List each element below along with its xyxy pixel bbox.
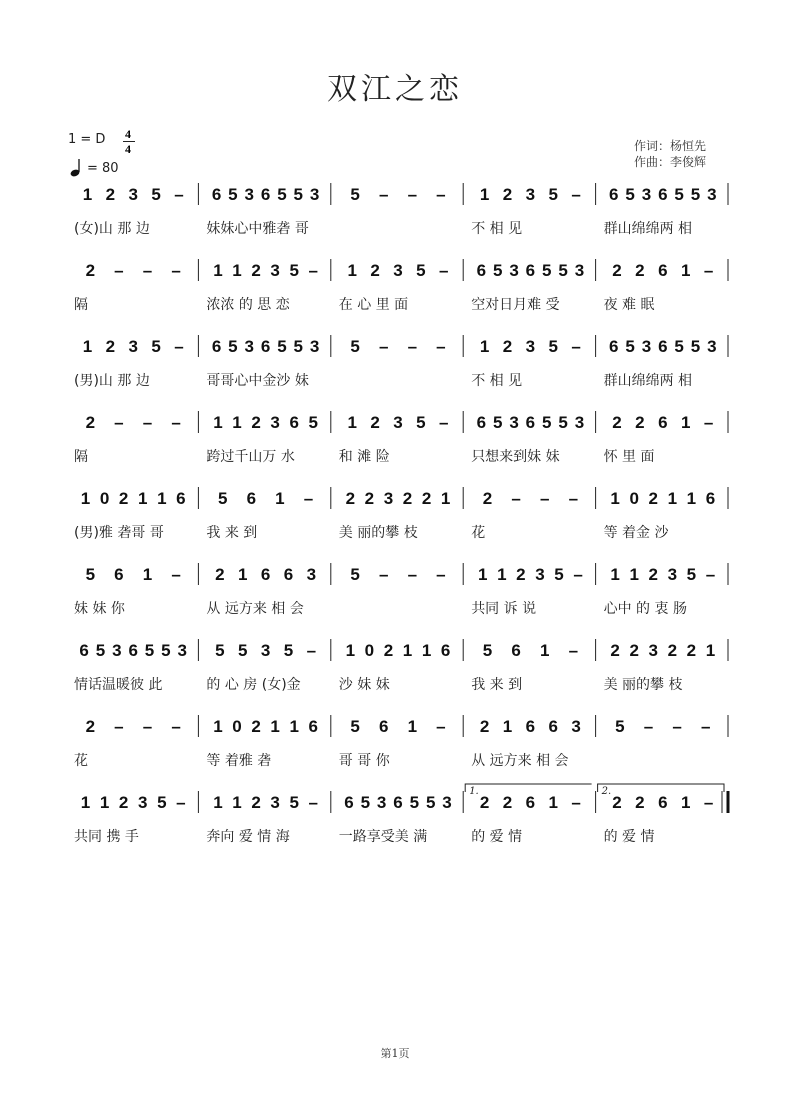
note: 3 [525,337,536,356]
note: 5 [674,185,684,204]
lyric-line: 只想来到妹 妹 [471,449,560,465]
note: 3 [707,337,717,356]
lyric-line: 一路享受美 满 [338,829,428,845]
note: 2 [345,489,356,508]
dash-symbol: – [705,565,716,584]
note: 3 [574,413,585,432]
note: 6 [609,337,619,356]
dash-symbol: – [571,337,581,356]
time-signature-top: 4 [125,127,131,141]
note: 3 [128,185,138,204]
note: 5 [690,185,701,204]
note: 3 [260,641,271,660]
lyricist-credit: 作词：杨恒先 [634,139,707,153]
note: 2 [612,793,622,812]
note: 5 [289,793,299,812]
lyric-line: (女)山 那 边 [74,221,150,237]
note: 1 [237,565,248,584]
note: 5 [217,489,228,508]
note: 5 [215,641,225,660]
note: 2 [612,261,622,280]
note: 5 [558,413,568,432]
note: 1 [686,489,697,508]
note: 1 [137,489,148,508]
lyric-line: 夜 难 眠 [603,297,655,313]
note: 6 [283,565,294,584]
note: 5 [228,185,238,204]
note: 6 [525,413,536,432]
note: 1 [610,489,620,508]
note: 1 [232,793,242,812]
note: 6 [476,261,487,280]
note: 3 [667,565,678,584]
note: 1 [142,565,153,584]
dash-symbol: – [439,413,449,432]
note: 1 [680,413,691,432]
note: 3 [376,793,387,812]
note: 6 [658,261,668,280]
note: 6 [440,641,451,660]
dash-symbol: – [308,261,319,280]
note: 5 [277,185,287,204]
note: 2 [105,337,116,356]
note: 3 [244,185,254,204]
note: 5 [425,793,436,812]
note: 2 [648,565,659,584]
dash-symbol: – [306,641,317,660]
dash-symbol: – [174,185,184,204]
lyric-line: 奔向 爱 情 海 [206,829,290,845]
note: 5 [289,261,299,280]
key-signature: 1 = D [68,132,106,147]
composer-credit: 作曲：李俊辉 [634,155,707,169]
dash-symbol: – [436,185,446,204]
lyric-line: 共同 诉 说 [471,601,537,617]
note: 5 [293,185,304,204]
note: 6 [705,489,716,508]
note: 2 [370,261,380,280]
note: 6 [211,185,222,204]
note: 2 [667,641,678,660]
note: 3 [112,641,122,660]
note: 0 [232,717,242,736]
note: 5 [95,641,106,660]
lyric-line: 哥 哥 你 [338,753,390,769]
note: 5 [416,261,426,280]
lyric-line: 哥哥心中金沙 妹 [206,373,309,389]
dash-symbol: – [142,413,153,432]
note: 1 [629,565,639,584]
dash-symbol: – [436,337,446,356]
note: 5 [690,337,701,356]
note: 1 [275,489,285,508]
lyric-line: 等 着金 沙 [603,525,669,541]
note: 1 [347,413,357,432]
note: 2 [482,489,493,508]
note: 1 [705,641,716,660]
note: 6 [260,337,271,356]
note: 6 [246,489,257,508]
note: 6 [260,565,271,584]
lyric-line: 的 爱 情 [603,829,655,845]
lyric-line: 等 着雅 砻 [206,753,272,769]
note: 2 [118,489,129,508]
note: 6 [79,641,89,660]
dash-symbol: – [571,793,581,812]
dash-symbol: – [171,565,181,584]
lyric-line: 跨过千山万 水 [206,449,295,465]
note: 2 [686,641,697,660]
dash-symbol: – [174,337,184,356]
note: 5 [151,337,161,356]
dash-symbol: – [407,337,418,356]
dash-symbol: – [308,793,319,812]
note: 3 [383,489,394,508]
note: 1 [497,565,507,584]
dash-symbol: – [568,489,579,508]
note: 2 [85,413,96,432]
note: 1 [289,717,299,736]
dash-symbol: – [436,565,446,584]
note: 5 [542,413,552,432]
lyric-line: 从 远方来 相 会 [206,601,304,617]
note: 6 [658,337,668,356]
lyric-line: 沙 妹 妹 [338,677,390,693]
note: 5 [615,717,625,736]
note: 2 [635,793,645,812]
lyric-line: 美 丽的攀 枝 [338,525,418,541]
note: 5 [85,565,96,584]
dash-symbol: – [378,565,389,584]
note: 5 [144,641,155,660]
note: 2 [251,261,261,280]
note: 2 [370,413,380,432]
note: 2 [635,261,645,280]
note: 6 [176,489,186,508]
lyric-line: 隔 [74,449,88,465]
note: 6 [525,793,536,812]
note: 6 [525,261,536,280]
note: 5 [416,413,426,432]
lyric-line: 我 来 到 [471,677,523,693]
note: 2 [105,185,116,204]
note: 3 [641,337,652,356]
lyric-line: 我 来 到 [206,525,258,541]
note: 3 [442,793,452,812]
time-signature-bottom: 4 [125,142,131,156]
note: 1 [402,641,413,660]
note: 1 [82,185,93,204]
note: 5 [157,793,167,812]
note: 5 [686,565,697,584]
dash-symbol: – [171,261,181,280]
note: 5 [350,185,360,204]
note: 3 [137,793,148,812]
note: 0 [364,641,375,660]
note: 5 [228,337,238,356]
dash-symbol: – [114,413,124,432]
note: 5 [350,717,360,736]
note: 2 [479,717,490,736]
note: 6 [114,565,124,584]
dash-symbol: – [303,489,314,508]
lyric-line: 群山绵绵两 相 [603,221,693,237]
note: 2 [610,641,620,660]
note: 5 [350,337,360,356]
dash-symbol: – [407,185,418,204]
dash-symbol: – [378,185,389,204]
note: 0 [629,489,639,508]
note: 6 [308,717,319,736]
note: 1 [421,641,432,660]
note: 1 [80,793,91,812]
dash-symbol: – [703,413,714,432]
note: 6 [378,717,389,736]
note: 2 [118,793,129,812]
note: 1 [502,717,513,736]
dash-symbol: – [672,717,682,736]
dash-symbol: – [114,717,124,736]
lyric-line: 妹 妹 你 [74,601,125,617]
note: 5 [151,185,161,204]
lyric-line: 的 心 房 (女)金 [206,677,301,693]
note: 6 [658,413,668,432]
note: 5 [492,413,503,432]
lyric-line: 隔 [74,297,88,313]
dash-symbol: – [703,261,714,280]
dash-symbol: – [142,717,153,736]
lyric-line: 花 [471,525,486,541]
note: 5 [308,413,319,432]
note: 0 [99,489,110,508]
note: 5 [625,337,635,356]
lyric-line: 不 相 见 [471,221,523,237]
note: 3 [270,413,280,432]
note: 1 [80,489,91,508]
note: 3 [641,185,652,204]
note: 6 [511,641,521,660]
note: 3 [128,337,138,356]
dash-symbol: – [114,261,124,280]
note: 1 [213,413,223,432]
note: 3 [393,261,403,280]
note: 2 [648,489,659,508]
lyric-line: 情话温暖彼 此 [74,677,163,693]
note: 3 [707,185,717,204]
note: 2 [635,413,645,432]
note: 2 [215,565,225,584]
note: 3 [393,413,403,432]
note: 5 [482,641,493,660]
note: 5 [558,261,568,280]
lyric-line: 浓浓 的 思 恋 [206,297,290,313]
note: 2 [479,793,490,812]
lyric-line: 怀 里 面 [603,449,655,465]
note: 1 [548,793,559,812]
note: 1 [232,413,242,432]
note: 5 [542,261,552,280]
lyric-line: 共同 携 手 [74,829,139,845]
dash-symbol: – [703,793,714,812]
lyric-line: 的 爱 情 [471,829,523,845]
note: 1 [667,489,678,508]
note: 5 [548,185,559,204]
note: 2 [251,717,261,736]
note: 3 [306,565,317,584]
song-title: 双江之恋 [327,72,463,107]
note: 2 [251,413,261,432]
note: 3 [270,793,280,812]
dash-symbol: – [407,565,418,584]
note: 3 [177,641,187,660]
note: 1 [680,261,691,280]
note: 2 [502,337,513,356]
dash-symbol: – [643,717,654,736]
lyric-line: 从 远方来 相 会 [471,753,569,769]
note: 5 [492,261,503,280]
dash-symbol: – [171,717,181,736]
note: 1 [407,717,418,736]
note: 6 [476,413,487,432]
note: 2 [251,793,261,812]
note: 3 [574,261,585,280]
note: 6 [658,793,668,812]
note: 6 [260,185,271,204]
lyric-line: 美 丽的攀 枝 [603,677,683,693]
note: 2 [383,641,394,660]
note: 5 [277,337,287,356]
lyric-line: 花 [74,753,88,769]
note: 6 [344,793,354,812]
dash-symbol: – [573,565,583,584]
tempo-marking: = 80 [87,161,119,176]
lyric-line: 妹妹心中雅砻 哥 [206,221,309,237]
note: 1 [345,641,356,660]
lyric-line: 空对日月难 受 [471,297,560,313]
note: 6 [211,337,222,356]
note: 3 [309,337,320,356]
note: 2 [629,641,639,660]
lyric-line: 在 心 里 面 [338,297,409,313]
note: 5 [548,337,559,356]
dash-symbol: – [571,185,581,204]
dash-symbol: – [176,793,186,812]
note: 1 [477,565,488,584]
dash-symbol: – [439,261,449,280]
dash-symbol: – [378,337,389,356]
note: 3 [509,261,519,280]
note: 5 [161,641,171,660]
dash-symbol: – [142,261,153,280]
note: 1 [99,793,110,812]
lyric-line: 群山绵绵两 相 [603,373,693,389]
note: 1 [680,793,691,812]
note: 3 [309,185,320,204]
lyric-line: (男)山 那 边 [74,373,150,389]
note: 5 [554,565,564,584]
note: 1 [213,261,223,280]
note: 1 [479,337,490,356]
note: 3 [244,337,254,356]
dash-symbol: – [171,413,181,432]
note: 3 [535,565,545,584]
note: 5 [293,337,304,356]
volta-bracket-2 [598,784,724,792]
note: 6 [548,717,559,736]
note: 1 [157,489,167,508]
note: 1 [270,717,280,736]
note: 3 [525,185,536,204]
note: 1 [440,489,451,508]
note: 2 [85,261,96,280]
note: 1 [213,717,223,736]
note: 5 [283,641,294,660]
note: 6 [525,717,536,736]
note: 3 [509,413,519,432]
dash-symbol: – [436,717,446,736]
lyric-line: 不 相 见 [471,373,523,389]
note: 2 [502,185,513,204]
volta-label-2: 2. [601,786,612,797]
note: 2 [516,565,526,584]
note: 6 [609,185,619,204]
note: 5 [350,565,360,584]
note: 1 [539,641,550,660]
note: 2 [364,489,375,508]
note: 2 [85,717,96,736]
note: 6 [658,185,668,204]
page-number: 第1页 [380,1047,410,1060]
lyric-line: (男)雅 砻哥 哥 [74,525,164,541]
note: 6 [289,413,299,432]
note: 2 [612,413,622,432]
lyric-line: 和 滩 险 [338,449,390,465]
dash-symbol: – [539,489,550,508]
lyric-line: 心中 的 衷 肠 [603,601,687,617]
note: 1 [610,565,620,584]
note: 2 [402,489,413,508]
volta-bracket-1 [465,784,591,792]
dash-symbol: – [511,489,521,508]
dash-symbol: – [700,717,711,736]
note: 3 [571,717,581,736]
note: 1 [232,261,242,280]
note: 6 [393,793,403,812]
note: 5 [409,793,420,812]
note: 1 [213,793,223,812]
note: 3 [648,641,659,660]
note: 5 [237,641,248,660]
note: 5 [625,185,635,204]
note: 1 [479,185,490,204]
note: 1 [347,261,357,280]
note: 5 [674,337,684,356]
note: 2 [502,793,513,812]
volta-label-1: 1. [469,786,479,797]
note: 3 [270,261,280,280]
note: 6 [128,641,138,660]
note: 2 [421,489,432,508]
note: 5 [360,793,371,812]
note: 1 [82,337,93,356]
dash-symbol: – [568,641,579,660]
